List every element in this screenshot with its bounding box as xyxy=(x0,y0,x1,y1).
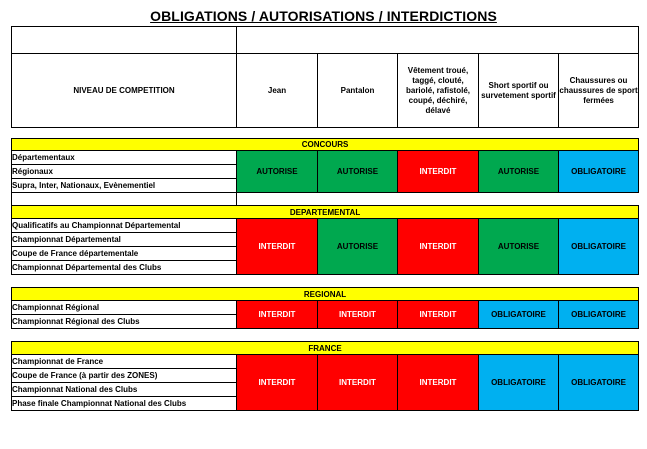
row-label: Coupe de France (à partir des ZONES) xyxy=(12,369,237,383)
row-label: Championnat Départemental xyxy=(12,233,237,247)
cell-chaussures: OBLIGATOIRE xyxy=(559,219,639,275)
page-title: OBLIGATIONS / AUTORISATIONS / INTERDICTIONS xyxy=(150,8,497,24)
header-spacer-left xyxy=(12,27,237,54)
row-label: Phase finale Championnat National des Clubs xyxy=(12,397,237,411)
cell-pantalon: INTERDIT xyxy=(318,355,398,411)
header-vetement: Vêtement troué, taggé, clouté, bariolé, rafistolé, coupé, déchiré, délavé xyxy=(398,54,479,128)
row-label: Championnat Régional des Clubs xyxy=(12,315,237,329)
cell-vetement: INTERDIT xyxy=(398,355,479,411)
cell-vetement: INTERDIT xyxy=(398,219,479,275)
header-pantalon: Pantalon xyxy=(318,54,398,128)
section-header-concours: CONCOURS xyxy=(12,139,639,151)
row-label: Coupe de France départementale xyxy=(12,247,237,261)
row-label: Régionaux xyxy=(12,165,237,179)
cell-jean: INTERDIT xyxy=(237,219,318,275)
rules-table xyxy=(11,26,639,411)
cell-pantalon: INTERDIT xyxy=(318,301,398,329)
cell-jean: AUTORISE xyxy=(237,151,318,193)
blank-cell xyxy=(12,193,237,206)
cell-pantalon: AUTORISE xyxy=(318,151,398,193)
row-label: Championnat Régional xyxy=(12,301,237,315)
section-header-regional: REGIONAL xyxy=(12,288,639,301)
cell-vetement: INTERDIT xyxy=(398,151,479,193)
cell-pantalon: AUTORISE xyxy=(318,219,398,275)
header-spacer-right xyxy=(237,27,639,54)
cell-short: OBLIGATOIRE xyxy=(479,301,559,329)
cell-chaussures: OBLIGATOIRE xyxy=(559,355,639,411)
cell-short: AUTORISE xyxy=(479,151,559,193)
row-label: Championnat Départemental des Clubs xyxy=(12,261,237,275)
blank-cell xyxy=(237,193,639,206)
row-label: Supra, Inter, Nationaux, Evènementiel xyxy=(12,179,237,193)
row-label: Départementaux xyxy=(12,151,237,165)
section-header-france: FRANCE xyxy=(12,342,639,355)
row-label: Championnat de France xyxy=(12,355,237,369)
header-level: NIVEAU DE COMPETITION xyxy=(12,54,237,128)
row-label: Championnat National des Clubs xyxy=(12,383,237,397)
header-chaussures: Chaussures ou chaussures de sport fermées xyxy=(559,54,639,128)
header-jean: Jean xyxy=(237,54,318,128)
row-label: Qualificatifs au Championnat Départemental xyxy=(12,219,237,233)
cell-vetement: INTERDIT xyxy=(398,301,479,329)
cell-chaussures: OBLIGATOIRE xyxy=(559,151,639,193)
cell-jean: INTERDIT xyxy=(237,301,318,329)
section-header-departemental: DEPARTEMENTAL xyxy=(12,206,639,219)
cell-jean: INTERDIT xyxy=(237,355,318,411)
cell-chaussures: OBLIGATOIRE xyxy=(559,301,639,329)
cell-short: AUTORISE xyxy=(479,219,559,275)
cell-short: OBLIGATOIRE xyxy=(479,355,559,411)
header-short: Short sportif ou survetement sportif xyxy=(479,54,559,128)
